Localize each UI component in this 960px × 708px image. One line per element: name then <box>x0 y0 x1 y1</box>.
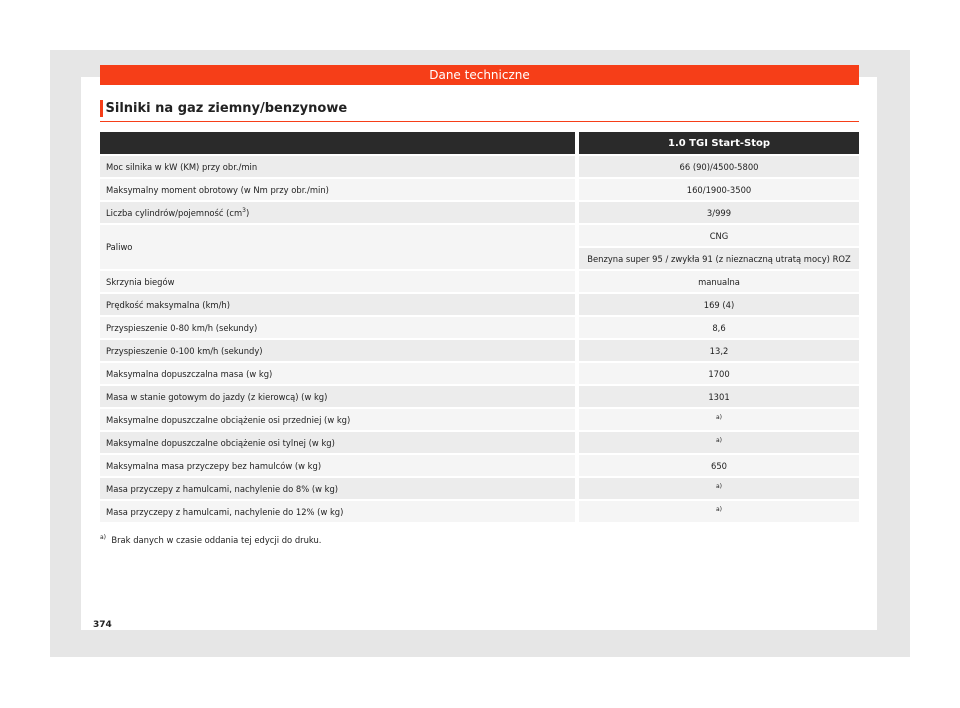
row-value: CNG <box>579 225 859 246</box>
row-label: Masa przyczepy z hamulcami, nachylenie do 12% (w kg) <box>100 501 575 522</box>
section-divider <box>100 121 859 122</box>
spec-table <box>100 130 859 524</box>
page-number: 374 <box>93 620 112 630</box>
row-value: 66 (90)/4500-5800 <box>579 156 859 177</box>
row-label: Prędkość maksymalna (km/h) <box>100 294 575 315</box>
row-label: Maksymalny moment obrotowy (w Nm przy obr./min) <box>100 179 575 200</box>
footnote-ref: a) <box>715 436 723 444</box>
row-value: 160/1900-3500 <box>579 179 859 200</box>
chapter-banner: Dane techniczne <box>100 65 859 85</box>
row-label: Przyspieszenie 0-100 km/h (sekundy) <box>100 340 575 361</box>
row-label: Paliwo <box>100 225 575 269</box>
table-row <box>100 501 859 522</box>
row-label-after: ) <box>246 207 250 218</box>
row-label: Masa przyczepy z hamulcami, nachylenie do 8% (w kg) <box>100 478 575 499</box>
row-value: 13,2 <box>579 340 859 361</box>
table-row <box>100 202 859 223</box>
row-value: 8,6 <box>579 317 859 338</box>
row-value <box>579 478 859 499</box>
table-header-engine: 1.0 TGI Start-Stop <box>579 132 859 154</box>
row-label <box>100 202 575 223</box>
table-row <box>100 179 859 200</box>
table-row <box>100 294 859 315</box>
row-value <box>579 432 859 453</box>
row-value <box>579 501 859 522</box>
row-label: Maksymalne dopuszczalne obciążenie osi tylnej (w kg) <box>100 432 575 453</box>
footnote-text: Brak danych w czasie oddania tej edycji do druku. <box>111 535 322 545</box>
table-header-row <box>100 132 859 154</box>
row-value: manualna <box>579 271 859 292</box>
row-label: Maksymalne dopuszczalne obciążenie osi przedniej (w kg) <box>100 409 575 430</box>
row-label: Skrzynia biegów <box>100 271 575 292</box>
table-row <box>100 386 859 407</box>
row-value: 169 (4) <box>579 294 859 315</box>
row-value: 1700 <box>579 363 859 384</box>
row-label: Maksymalna dopuszczalna masa (w kg) <box>100 363 575 384</box>
section-title <box>101 101 347 116</box>
table-row <box>100 156 859 177</box>
table-row <box>100 478 859 499</box>
row-value <box>579 409 859 430</box>
row-label-sup: 3 <box>242 206 246 214</box>
table-row-fuel <box>100 225 859 246</box>
footnote-ref: a) <box>715 482 723 490</box>
row-value: 3/999 <box>579 202 859 223</box>
table-row <box>100 271 859 292</box>
row-value: 1301 <box>579 386 859 407</box>
row-label: Masa w stanie gotowym do jazdy (z kierowcą) (w kg) <box>100 386 575 407</box>
row-value: 650 <box>579 455 859 476</box>
row-label: Przyspieszenie 0-80 km/h (sekundy) <box>100 317 575 338</box>
row-label: Maksymalna masa przyczepy bez hamulców (w kg) <box>100 455 575 476</box>
row-value: Benzyna super 95 / zwykła 91 (z nieznaczną utratą mocy) ROZ <box>579 248 859 269</box>
table-row <box>100 409 859 430</box>
row-label: Moc silnika w kW (KM) przy obr./min <box>100 156 575 177</box>
footnote <box>100 535 321 545</box>
footnote-marker: a) <box>100 534 107 542</box>
table-row <box>100 340 859 361</box>
footnote-ref: a) <box>715 413 723 421</box>
table-row <box>100 455 859 476</box>
table-header-empty <box>100 132 575 154</box>
table-row <box>100 363 859 384</box>
row-label-text: Liczba cylindrów/pojemność (cm <box>106 207 243 218</box>
table-row <box>100 317 859 338</box>
table-row <box>100 432 859 453</box>
section-title-text: Silniki na gaz ziemny/benzynowe <box>105 101 348 116</box>
footnote-ref: a) <box>715 505 723 513</box>
